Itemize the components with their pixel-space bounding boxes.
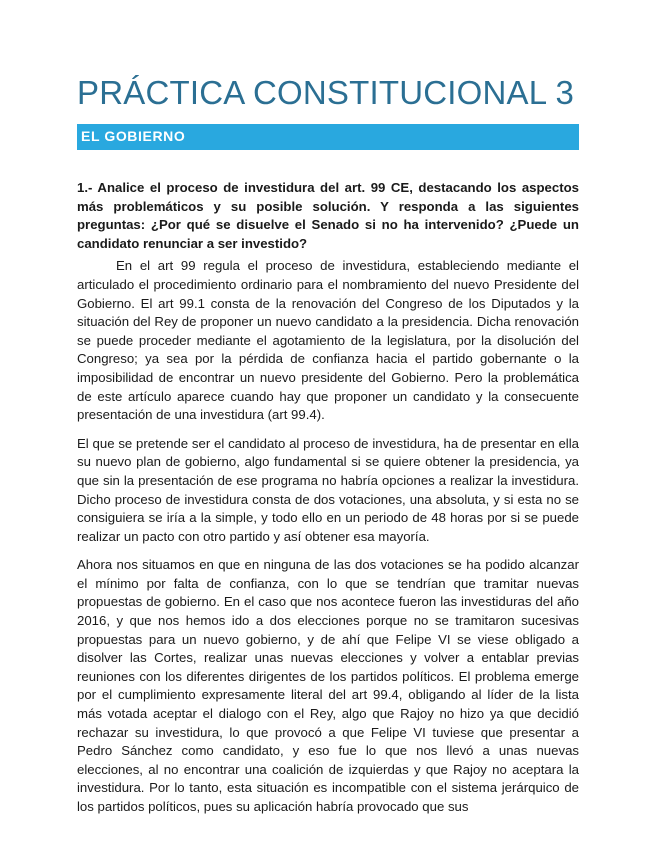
document-title: PRÁCTICA CONSTITUCIONAL 3 — [77, 74, 575, 111]
section-header-bar — [77, 124, 579, 150]
body-paragraph-1: En el art 99 regula el proceso de investidura, estableciendo mediante el articulado el procedimiento ordinario para el nombramiento del nuevo Presidente del Gobierno. El art 99.1 consta de la renovación del Congreso de los Diputados y la situación del Rey de proponer un nuevo candidato a la presidencia. Dicha renovación se puede proceder mediante el agotamiento de la legislatura, por la disolución del Congreso; ya sea por la pérdida de confianza hacia el partido gobernante o la imposibilidad de encontrar un nuevo presidente del Gobierno. Pero la problemática de este artículo aparece cuando hay que proponer un candidato y la consecuente presentación de una investidura (art 99.4). — [77, 258, 579, 423]
body-paragraph-2: El que se pretende ser el candidato al proceso de investidura, ha de presentar en ella su nuevo plan de gobierno, algo fundamental si se quiere obtener la presidencia, ya que sin la presentación de ese programa no habría opciones a realizar la investidura. Dicho proceso de investidura consta de dos votaciones, una absoluta, y si esta no se consiguiera se iría a la simple, y todo ello en un periodo de 48 horas por si se puede realizar un pacto con otro partido y así obtener esa mayoría. — [77, 435, 579, 544]
document-body — [77, 179, 579, 827]
section-heading: EL GOBIERNO — [81, 128, 186, 144]
question-text: 1.- Analice el proceso de investidura del art. 99 CE, destacando los aspectos más problemáticos y su posible solución. Y responda a las siguientes preguntas: ¿Por qué se disuelve el Senado si no ha intervenido? ¿Puede un candidato renunciar a ser investido? — [77, 180, 579, 251]
body-paragraph-3: Ahora nos situamos en que en ninguna de las dos votaciones se ha podido alcanzar el mínimo por falta de confianza, con lo que se tendrían que tramitar nuevas propuestas de gobierno. En el caso que nos acontece fueron las investiduras del año 2016, y que nos hemos ido a dos elecciones porque no se tramitaron sucesivas propuestas para un nuevo gobierno, y de ahí que Felipe VI se viese obligado a disolver las Cortes, realizar unas nuevas elecciones y volver a entablar previas reuniones con los diferentes dirigentes de los partidos políticos. El problema emerge por el cumplimiento expresamente literal del art 99.4, obligando al líder de la lista más votada aceptar el dialogo con el Rey, algo que Rajoy no hizo ya que decidió rechazar su investidura, lo que provocó a que Felipe VI tuviese que presentar a Pedro Sánchez como candidato, y eso fue lo que nos llevó a unas nuevas elecciones, al no encontrar una coalición de izquierdas y que Rajoy no aceptara la investidura. Por lo tanto, esta situación es incompatible con el sistema jerárquico de los partidos políticos, pues su aplicación habría provocado que sus — [77, 557, 579, 814]
